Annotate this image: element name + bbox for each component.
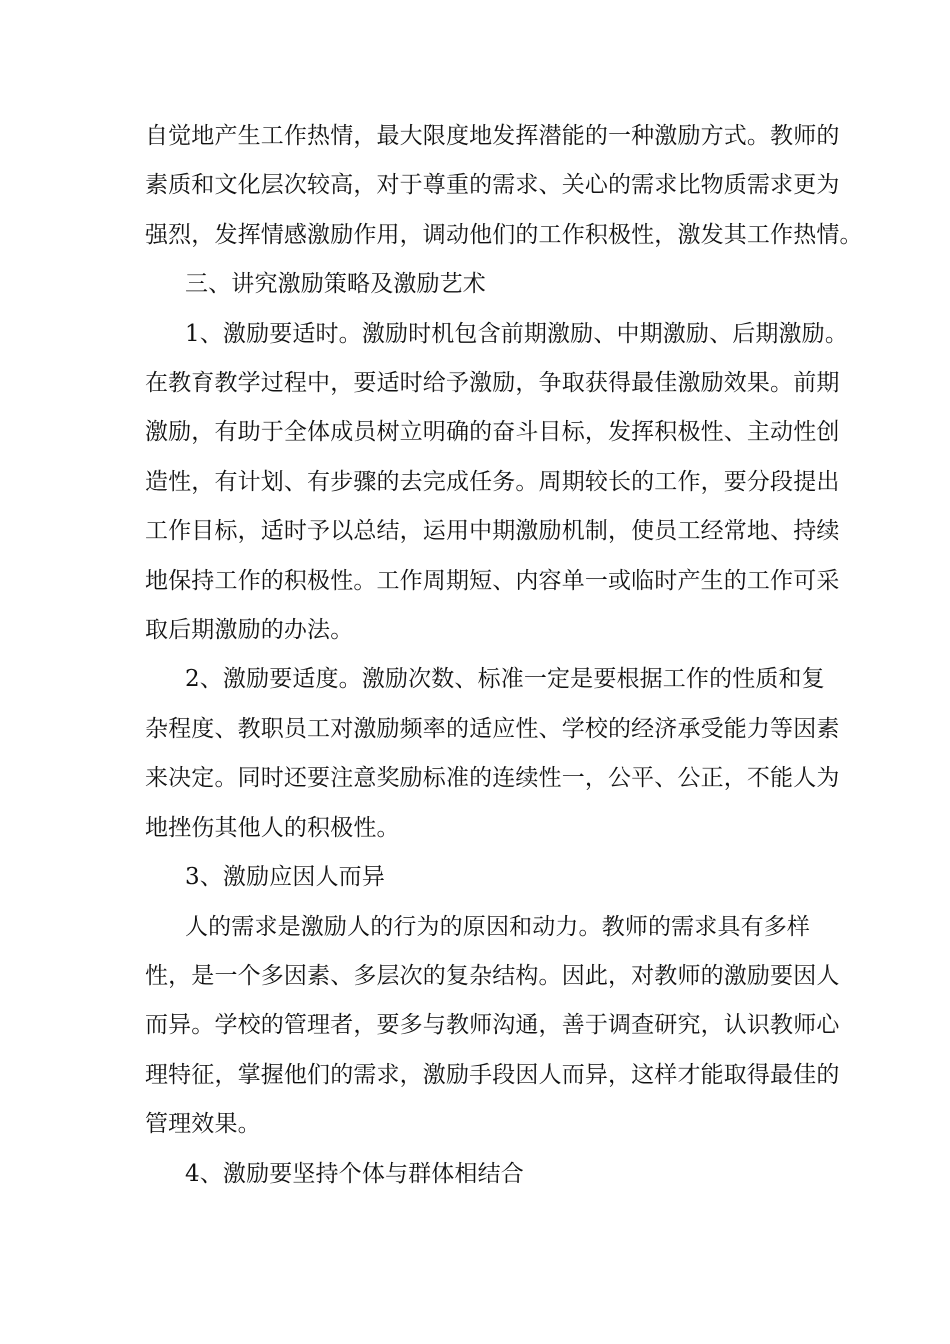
text-line: 而异。学校的管理者，要多与教师沟通，善于调查研究，认识教师心 xyxy=(145,1012,840,1039)
text-line: 素质和文化层次较高，对于尊重的需求、关心的需求比物质需求更为 xyxy=(145,172,840,199)
text-line: 2、激励要适度。激励次数、标准一定是要根据工作的性质和复 xyxy=(185,666,825,693)
document-body xyxy=(145,112,863,1199)
text-line: 1、激励要适时。激励时机包含前期激励、中期激励、后期激励。 xyxy=(185,320,848,347)
text-line: 4、激励要坚持个体与群体相结合 xyxy=(185,1160,524,1187)
text-line: 地挫伤其他人的积极性。 xyxy=(145,814,400,841)
text-line: 3、激励应因人而异 xyxy=(185,864,385,891)
text-line: 造性，有计划、有步骤的去完成任务。周期较长的工作，要分段提出 xyxy=(145,468,840,495)
paragraph-item-3-body xyxy=(145,903,840,1150)
text-line: 理特征，掌握他们的需求，激励手段因人而异，这样才能取得最佳的 xyxy=(145,1061,840,1088)
text-line: 杂程度、教职员工对激励频率的适应性、学校的经济承受能力等因素 xyxy=(145,715,840,742)
text-line: 自觉地产生工作热情，最大限度地发挥潜能的一种激励方式。教师的 xyxy=(145,123,840,149)
text-line: 在教育教学过程中，要适时给予激励，争取获得最佳激励效果。前期 xyxy=(145,370,840,397)
text-line: 性，是一个多因素、多层次的复杂结构。因此，对教师的激励要因人 xyxy=(145,962,840,989)
text-line: 地保持工作的积极性。工作周期短、内容单一或临时产生的工作可采 xyxy=(145,567,840,594)
item-3-heading xyxy=(145,853,808,902)
paragraph-item-2 xyxy=(145,655,840,853)
section-heading xyxy=(145,260,808,309)
item-4-heading xyxy=(145,1150,808,1199)
paragraph-intro-continuation xyxy=(145,112,863,260)
text-line: 人的需求是激励人的行为的原因和动力。教师的需求具有多样 xyxy=(185,913,811,940)
text-line: 取后期激励的办法。 xyxy=(145,617,354,644)
text-line: 激励，有助于全体成员树立明确的奋斗目标，发挥积极性、主动性创 xyxy=(145,419,840,446)
text-line: 强烈，发挥情感激励作用，调动他们的工作积极性，激发其工作热情。 xyxy=(145,221,863,248)
text-line: 来决定。同时还要注意奖励标准的连续性一，公平、公正，不能人为 xyxy=(145,765,840,792)
text-line: 三、讲究激励策略及激励艺术 xyxy=(185,271,486,298)
text-line: 工作目标，适时予以总结，运用中期激励机制，使员工经常地、持续 xyxy=(145,518,840,545)
text-line: 管理效果。 xyxy=(145,1111,261,1138)
paragraph-item-1 xyxy=(145,310,848,656)
